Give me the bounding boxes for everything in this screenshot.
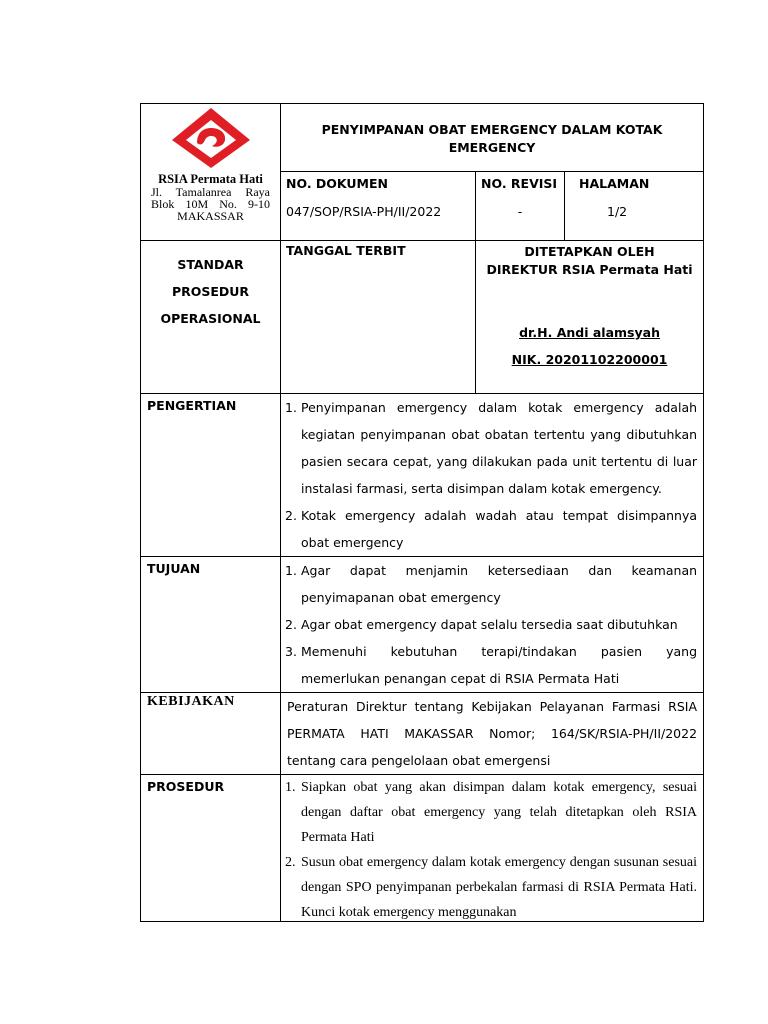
halaman-label: HALAMAN	[579, 176, 650, 191]
list-item: 2. Susun obat emergency dalam kotak emergency dengan susunan sesuai dengan SPO penyimpanan perbekalan farmasi di RSIA Permata Hati. Kunci kotak emergency menggunakan	[285, 855, 698, 920]
list-item: 2. Kotak emergency adalah wadah atau tempat disimpannya obat emergency	[285, 508, 698, 550]
kebijakan-label: KEBIJAKAN	[147, 694, 235, 709]
sop-type-cell	[141, 241, 281, 394]
no-dokumen-cell	[281, 172, 476, 241]
halaman-cell	[565, 172, 704, 241]
prosedur-label: PROSEDUR	[147, 779, 225, 794]
sop-line-operasional: OPERASIONAL	[160, 311, 261, 326]
hospital-address: Jl. Tamalanrea Raya Blok 10M No. 9-10 MAKASSAR	[151, 185, 270, 223]
hospital-name: RSIA Permata Hati	[158, 172, 263, 186]
title-cell	[281, 104, 704, 172]
sop-line-prosedur: PROSEDUR	[171, 284, 250, 299]
tujuan-content	[281, 557, 704, 693]
ditetapkan-direktur: DIREKTUR RSIA Permata Hati	[486, 262, 693, 277]
no-dokumen-label: NO. DOKUMEN	[286, 176, 388, 191]
pengertian-label-cell	[141, 394, 281, 557]
kebijakan-label-cell	[141, 693, 281, 775]
pengertian-label: PENGERTIAN	[147, 398, 237, 413]
tujuan-label: TUJUAN	[147, 561, 201, 576]
tanggal-terbit-cell	[281, 241, 476, 394]
hospital-logo-icon	[170, 106, 252, 170]
list-item: 1. Agar dapat menjamin ketersediaan dan keamanan penyimapanan obat emergency	[285, 563, 698, 605]
list-item: 3. Memenuhi kebutuhan terapi/tindakan pasien yang memerlukan penangan cepat di RSIA Permata Hati	[285, 644, 698, 686]
kebijakan-content	[281, 693, 704, 775]
no-revisi-value: -	[517, 204, 523, 219]
sop-document	[140, 103, 703, 922]
tujuan-label-cell	[141, 557, 281, 693]
kebijakan-text: Peraturan Direktur tentang Kebijakan Pelayanan Farmasi RSIA PERMATA HATI MAKASSAR Nomor; 164/SK/RSIA-PH/II/2022 tentang cara pengelolaan obat emergensi	[287, 699, 698, 768]
no-dokumen-value: 047/SOP/RSIA-PH/II/2022	[286, 204, 442, 219]
prosedur-content	[281, 775, 704, 922]
signatory-nik: NIK. 20201102200001	[511, 352, 668, 367]
list-item: 1. Siapkan obat yang akan disimpan dalam kotak emergency, sesuai dengan daftar obat emergency yang telah ditetapkan oleh RSIA Permata Hati	[285, 780, 698, 845]
ditetapkan-oleh: DITETAPKAN OLEH	[524, 244, 655, 259]
no-revisi-label: NO. REVISI	[481, 176, 558, 191]
pengertian-content	[281, 394, 704, 557]
halaman-value: 1/2	[607, 204, 628, 219]
hospital-cell	[141, 104, 281, 241]
no-revisi-cell	[476, 172, 565, 241]
prosedur-label-cell	[141, 775, 281, 922]
sop-line-standar: STANDAR	[177, 257, 244, 272]
tanggal-terbit-label: TANGGAL TERBIT	[286, 243, 406, 258]
sop-table	[140, 103, 704, 922]
signatory-name: dr.H. Andi alamsyah	[519, 325, 660, 340]
document-title: PENYIMPANAN OBAT EMERGENCY DALAM KOTAK EMERGENCY	[321, 122, 663, 155]
list-item: 1. Penyimpanan emergency dalam kotak emergency adalah kegiatan penyimpanan obat obatan tertentu yang dibutuhkan pasien secara cepat, yang dilakukan pada unit tertentu di luar instalasi farmasi, serta disimpan dalam kotak emergency.	[285, 400, 698, 496]
approval-cell	[476, 241, 704, 394]
list-item: 2. Agar obat emergency dapat selalu tersedia saat dibutuhkan	[285, 617, 678, 632]
